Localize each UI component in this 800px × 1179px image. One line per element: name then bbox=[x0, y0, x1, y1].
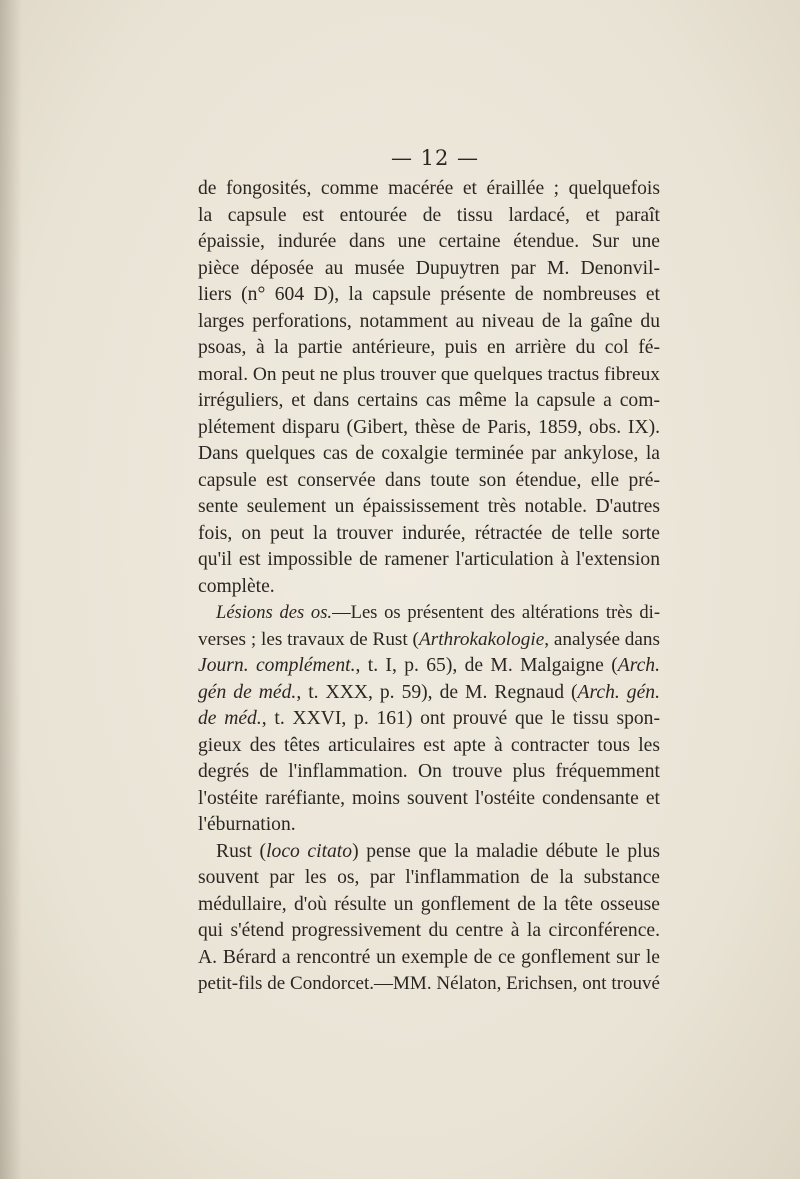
text-line: capsule est conservée dans toute son étendue, elle pré- bbox=[198, 469, 660, 491]
text-run: verses ; les travaux de Rust ( bbox=[198, 628, 419, 650]
text-line: pièce déposée au musée Dupuytren par M. Denonvil- bbox=[198, 257, 660, 279]
spine-shadow bbox=[0, 0, 22, 1179]
text-line bbox=[198, 653, 660, 680]
italic-text: Lésions des os. bbox=[216, 602, 333, 623]
text-run: , t. XXX, p. 59), de M. Regnaud ( bbox=[296, 681, 578, 703]
text-line: épaissie, indurée dans une certaine étendue. Sur une bbox=[198, 231, 660, 252]
text-line: de fongosités, comme macérée et éraillée ; quelquefois bbox=[198, 178, 660, 199]
text-line: plétement disparu (Gibert, thèse de Paris, 1859, obs. IX). bbox=[198, 416, 660, 438]
italic-text: loco citato bbox=[266, 840, 353, 862]
text-line: sente seulement un épaississement très notable. D'autres bbox=[198, 496, 660, 517]
italic-text: Arthrokakologie bbox=[418, 628, 545, 650]
text-run: , t. I, p. 65), de M. Malgaigne ( bbox=[355, 655, 618, 676]
italic-text: Arch. bbox=[617, 655, 660, 676]
text-line: qu'il est impossible de ramener l'articulation à l'extension bbox=[198, 549, 660, 570]
text-line: qui s'étend progressivement du centre à la circonférence. bbox=[198, 920, 660, 941]
text-line bbox=[198, 706, 660, 733]
text-line: gieux des têtes articulaires est apte à contracter tous les bbox=[198, 734, 660, 756]
italic-text: Journ. complément. bbox=[198, 655, 356, 676]
text-line: fois, on peut la trouver indurée, rétractée de telle sorte bbox=[198, 522, 660, 544]
text-line: moral. On peut ne plus trouver que quelques tractus fibreux bbox=[198, 363, 660, 385]
text-line: l'éburnation. bbox=[198, 814, 296, 835]
italic-text: Arch. gén. bbox=[577, 681, 660, 703]
text-line: liers (n° 604 D), la capsule présente de nombreuses et bbox=[198, 284, 660, 305]
text-line bbox=[198, 680, 660, 707]
text-run: Rust ( bbox=[216, 840, 267, 862]
text-line: A. Bérard a rencontré un exemple de ce gonflement sur le bbox=[198, 946, 660, 968]
text-line: degrés de l'inflammation. On trouve plus fréquemment bbox=[198, 761, 660, 782]
text-line bbox=[198, 600, 660, 627]
text-line: complète. bbox=[198, 575, 275, 597]
italic-text: de méd. bbox=[198, 708, 262, 729]
text-line: l'ostéite raréfiante, moins souvent l'ostéite condensante et bbox=[198, 787, 660, 809]
text-line bbox=[198, 627, 660, 654]
text-line: souvent par les os, par l'inflammation de la substance bbox=[198, 867, 660, 888]
page-number: — 12 — bbox=[390, 146, 480, 170]
text-line: psoas, à la partie antérieure, puis en arrière du col fé- bbox=[198, 337, 660, 358]
text-line: la capsule est entourée de tissu lardacé, et paraît bbox=[198, 204, 660, 226]
text-line: médullaire, d'où résulte un gonflement de la tête osseuse bbox=[198, 893, 660, 915]
body-text bbox=[198, 176, 660, 998]
text-line: irréguliers, et dans certains cas même la capsule a com- bbox=[198, 390, 660, 411]
text-run: ) pense que la maladie débute le plus bbox=[352, 840, 660, 862]
italic-text: gén de méd. bbox=[198, 681, 297, 703]
text-run: , t. XXVI, p. 161) ont prouvé que le tissu spon- bbox=[261, 708, 661, 729]
text-line: larges perforations, notamment au niveau de la gaîne du bbox=[198, 310, 660, 332]
text-line: Dans quelques cas de coxalgie terminée par ankylose, la bbox=[198, 443, 660, 464]
text-run: —Les os présentent des altérations très di- bbox=[332, 602, 660, 623]
text-run: , analysée dans bbox=[544, 628, 661, 650]
text-line: petit-fils de Condorcet.—MM. Nélaton, Erichsen, ont trouvé bbox=[198, 973, 660, 994]
text-line bbox=[198, 839, 660, 866]
